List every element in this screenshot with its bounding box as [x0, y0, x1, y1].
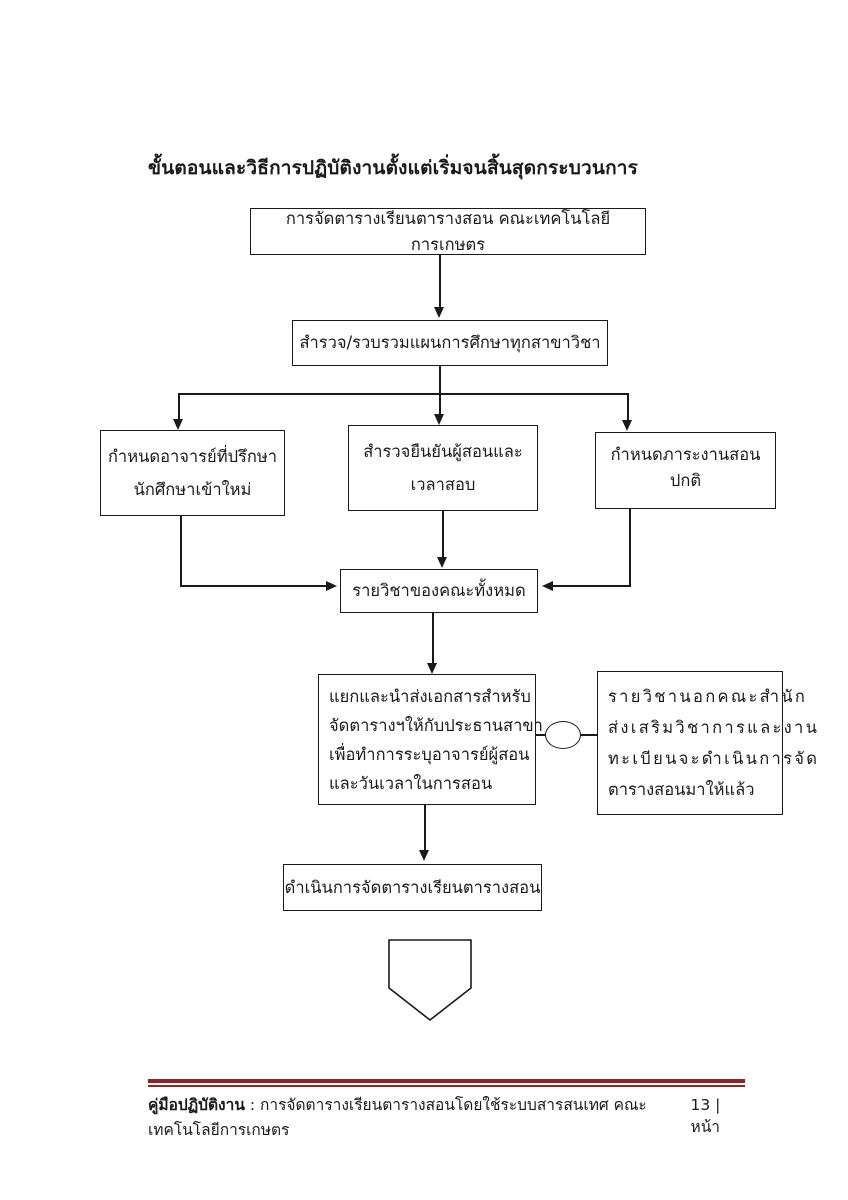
branch-right-arrowhead: [622, 420, 632, 431]
flow-node-courses: [340, 569, 538, 613]
merge-middle-line: [442, 511, 444, 558]
connector-separate-schedule-arrowhead: [419, 850, 429, 861]
flow-node-schedule-label: ดำเนินการจัดตารางเรียนตารางสอน: [284, 877, 541, 897]
flow-node-confirm: สำรวจยืนยันผู้สอนและ เวลาสอบ: [348, 425, 538, 511]
flow-node-courses-label: รายวิชาของคณะทั้งหมด: [352, 581, 526, 600]
footer-rule: [148, 1079, 745, 1087]
flow-node-separate: แยกและนำส่งเอกสารสำหรับ จัดตารางฯให้กับประธานสาขา เพื่อทำการระบุอาจารย์ผู้สอน และวันเวลาในการสอน: [318, 674, 536, 805]
connector-courses-separate-arrowhead: [427, 663, 437, 674]
ellipse-connector: [545, 721, 581, 749]
branch-left-arrowhead: [173, 419, 183, 430]
footer: [148, 1092, 745, 1142]
flow-node-workload-label: กำหนดภาระงานสอนปกติ: [610, 445, 761, 490]
branch-stem-line: [439, 366, 441, 395]
footer-separator: :: [244, 1096, 260, 1114]
connector-courses-separate-line: [432, 613, 434, 664]
connector-separate-schedule-line: [424, 805, 426, 851]
flow-node-start-label: การจัดตารางเรียนตารางสอน คณะเทคโนโลยีการเกษตร: [285, 208, 611, 254]
merge-middle-arrowhead: [437, 557, 447, 568]
flow-node-advisor: กำหนดอาจารย์ที่ปรึกษา นักศึกษาเข้าใหม่: [100, 430, 285, 516]
flow-node-external-note: รายวิชานอกคณะสำนัก ส่งเสริมวิชาการและงาน ทะเบียนจะดำเนินการจัด ตารางสอนมาให้แล้ว: [597, 671, 783, 815]
flow-node-survey: [292, 320, 608, 366]
merge-left-hline: [180, 585, 327, 587]
branch-middle-line: [439, 393, 441, 415]
ellipse-right-link-line: [580, 734, 598, 736]
merge-left-arrowhead: [326, 581, 337, 591]
connector-start-survey-arrowhead: [434, 307, 444, 318]
flow-node-workload: [595, 432, 776, 509]
offpage-connector-pentagon: [388, 939, 472, 1022]
connector-start-survey-line: [439, 255, 441, 308]
flow-node-survey-label: สำรวจ/รวบรวมแผนการศึกษาทุกสาขาวิชา: [299, 333, 601, 352]
flow-node-start: [250, 208, 646, 255]
branch-horizontal-line: [178, 393, 629, 395]
branch-left-line: [178, 393, 180, 420]
merge-left-vline: [180, 516, 182, 587]
footer-doc-name: การจัดตารางเรียนตารางสอนโดยใช้ระบบสารสนเทศ คณะเทคโนโลยีการเกษตร: [148, 1096, 647, 1139]
merge-right-vline: [629, 509, 631, 587]
footer-page-number: 13 | หน้า: [690, 1096, 721, 1136]
footer-doc-label: คู่มือปฏิบัติงาน: [148, 1096, 245, 1114]
page-title: ขั้นตอนและวิธีการปฏิบัติงานตั้งแต่เริ่มจนสิ้นสุดกระบวนการ: [148, 157, 639, 179]
flow-node-schedule: [283, 864, 542, 911]
footer-doc-title: [148, 1092, 690, 1142]
merge-right-arrowhead: [542, 581, 553, 591]
merge-right-hline: [552, 585, 631, 587]
footer-rule-thin: [148, 1085, 745, 1087]
branch-right-line: [627, 393, 629, 421]
branch-middle-arrowhead: [434, 414, 444, 425]
